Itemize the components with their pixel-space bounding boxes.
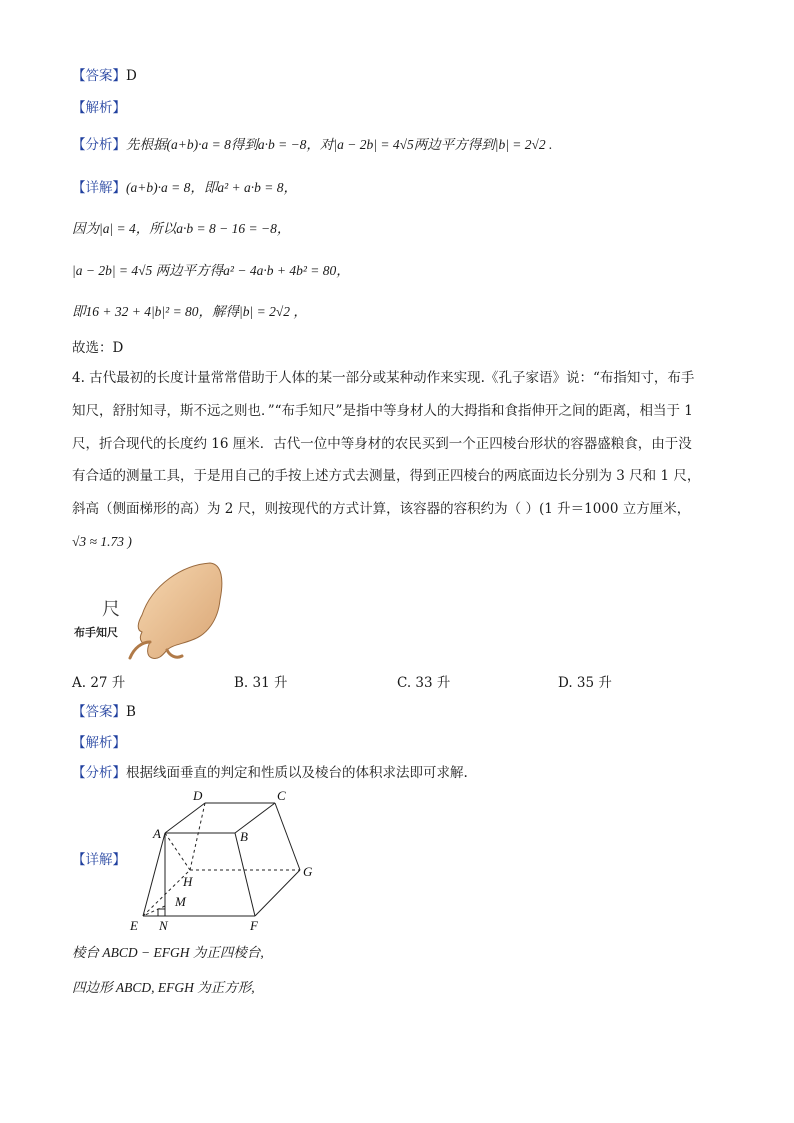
hidden-line-ME <box>143 906 165 916</box>
xiangjie-heading-q4: 【详解】 <box>72 852 126 868</box>
option-b[interactable]: B. 31 升 <box>234 675 288 691</box>
q4-line-4: 有合适的测量工具，于是用自己的手按上述方式去测量，得到正四棱台的两底面边长分别为 3 尺和 1 尺， <box>72 468 701 484</box>
edge-FG <box>255 870 300 916</box>
xiangjie-line-q3 <box>72 178 297 198</box>
option-a[interactable]: A. 27 升 <box>72 675 126 691</box>
xiangjie-text: (a+b)·a = 8，即a² + a·b = 8， <box>126 180 297 195</box>
hidden-line-AH <box>165 833 190 870</box>
choice-line-q3: 故选：D <box>72 340 124 356</box>
q4-line-6: √3 ≈ 1.73 ) <box>72 534 132 549</box>
right-angle-mark <box>158 909 165 916</box>
q4-line-5: 斜高（侧面梯形的高）为 2 尺，则按现代的方式计算，该容器的容积约为（ ）(1 升＝1000 立方厘米， <box>72 501 691 517</box>
solution-step-1: 因为|a| = 4，所以a·b = 8 − 16 = −8， <box>72 221 291 236</box>
fenxi-tag-q4: 【分析】 <box>72 765 126 781</box>
final-line-1: 棱台 ABCD − EFGH 为正四棱台, <box>72 945 264 960</box>
q4-line-3: 尺，折合现代的长度约 16 厘米．古代一位中等身材的农民买到一个正四棱台形状的容器盛粮食，由于没 <box>72 436 692 452</box>
answer-value: D <box>126 68 137 84</box>
answer-line-q3 <box>72 66 137 86</box>
label-N: N <box>159 918 168 933</box>
edge-BF <box>235 833 255 916</box>
answer-tag-q4: 【答案】 <box>72 704 126 720</box>
label-A: A <box>153 826 161 841</box>
hand-shape <box>138 563 222 659</box>
ruler-glyph: 尺 <box>102 599 120 620</box>
finger-index <box>167 650 182 657</box>
label-F: F <box>250 918 258 933</box>
hand-caption: 布手知尺 <box>74 626 118 639</box>
fenxi-text: 先根据(a+b)·a = 8得到a·b = −8，对|a − 2b| = 4√5两边平方得到|b| = 2√2 . <box>126 137 553 152</box>
fenxi-tag: 【分析】 <box>72 137 126 153</box>
xiangjie-tag: 【详解】 <box>72 180 126 196</box>
label-H: H <box>183 874 193 889</box>
label-C: C <box>277 788 286 803</box>
label-B: B <box>240 829 248 844</box>
analysis-heading-q4: 【解析】 <box>72 735 126 751</box>
edge-AE <box>143 833 165 916</box>
option-d[interactable]: D. 35 升 <box>558 675 612 691</box>
answer-tag: 【答案】 <box>72 68 126 84</box>
solution-step-2: |a − 2b| = 4√5 两边平方得a² − 4a·b + 4b² = 80， <box>72 263 350 278</box>
q4-line-2: 知尺，舒肘知寻，斯不远之则也．”“布手知尺”是指中等身材人的大拇指和食指伸开之间的距离，相当于 1 <box>72 403 693 419</box>
answer-value-q4: B <box>126 704 136 720</box>
q4-line-1: 4. 古代最初的长度计量常常借助于人体的某一部分或某种动作来实现.《孔子家语》说：“布指知寸，布手 <box>72 370 695 386</box>
q4-options <box>72 671 732 691</box>
answer-line-q4 <box>72 702 136 722</box>
analysis-heading: 【解析】 <box>72 100 126 116</box>
fenxi-line-q3 <box>72 135 552 155</box>
fenxi-line-q4 <box>72 763 468 783</box>
label-G: G <box>303 864 313 879</box>
edge-CG <box>275 803 300 870</box>
label-D: D <box>193 788 203 803</box>
fenxi-text-q4: 根据线面垂直的判定和性质以及棱台的体积求法即可求解. <box>126 765 468 781</box>
label-M: M <box>175 894 186 909</box>
hand-span-figure <box>72 560 232 665</box>
label-E: E <box>130 918 138 933</box>
final-line-2: 四边形 ABCD, EFGH 为正方形, <box>72 980 255 995</box>
solution-step-3: 即16 + 32 + 4|b|² = 80，解得|b| = 2√2 ， <box>72 304 307 319</box>
option-c[interactable]: C. 33 升 <box>397 675 451 691</box>
frustum-diagram <box>125 788 325 933</box>
finger-thumb <box>130 642 150 658</box>
